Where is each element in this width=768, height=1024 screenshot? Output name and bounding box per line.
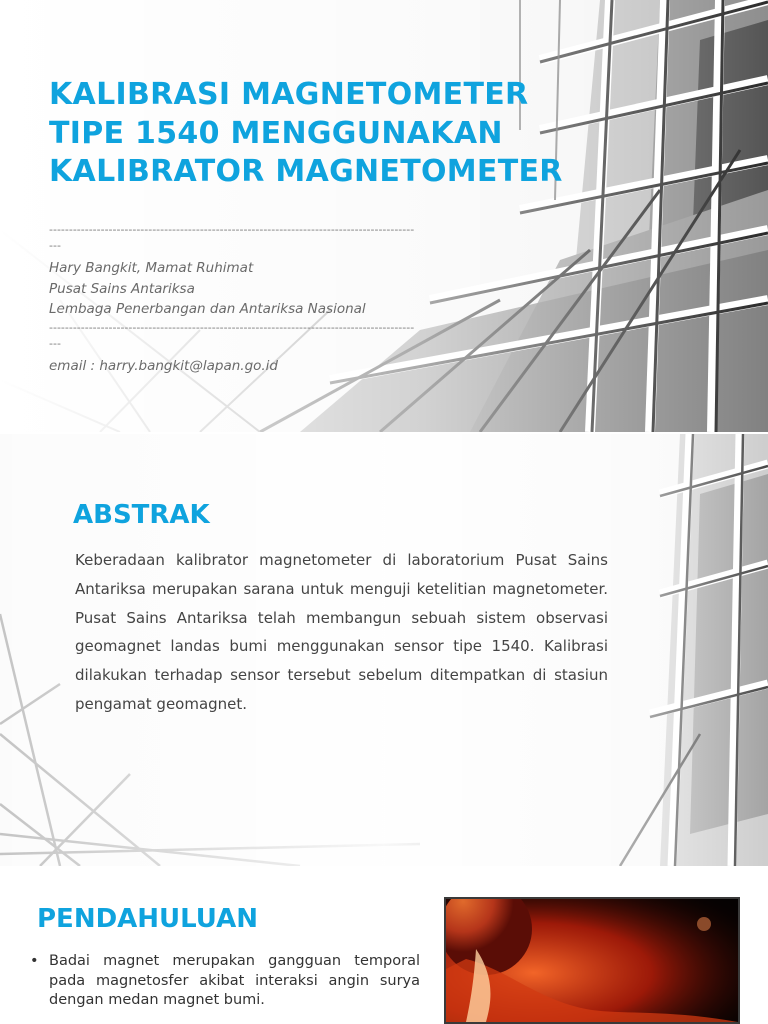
introduction-heading: PENDAHULUAN — [37, 904, 258, 934]
bullet-icon: • — [30, 953, 39, 969]
bullet-text: Badai magnet merupakan gangguan temporal pada magnetosfer akibat interaksi angin surya dengan medan magnet bumi. — [49, 953, 420, 1008]
separator-top: -------------------------------------------------------------------------------------------- — [49, 223, 415, 236]
introduction-slide — [0, 868, 768, 1024]
abstract-body: Keberadaan kalibrator magnetometer di laboratorium Pusat Sains Antariksa merupakan sarana untuk menguji ketelitian magnetometer. Pusat Sains Antariksa telah membangun sebuah sistem observasi geomagnet landas bumi menggunakan sensor tipe 1540. Kalibrasi dilakukan terhadap sensor tersebut sebelum ditempatkan di stasiun pengamat geomagnet. — [75, 551, 608, 713]
separator-bottom-tail: --- — [49, 336, 61, 350]
department: Pusat Sains Antariksa — [49, 280, 195, 297]
author-info-block — [49, 222, 519, 376]
email: email : harry.bangkit@lapan.go.id — [49, 357, 279, 374]
authors: Hary Bangkit, Mamat Ruhimat — [49, 260, 254, 276]
separator-top-tail: --- — [49, 239, 61, 252]
list-item — [30, 952, 420, 1011]
title-slide — [0, 0, 768, 432]
institution: Lembaga Penerbangan dan Antariksa Nasional — [49, 301, 366, 317]
solar-storm-image — [444, 897, 740, 1024]
title-line-2: TIPE 1540 MENGGUNAKAN — [49, 115, 503, 151]
title-line-3: KALIBRATOR MAGNETOMETER — [49, 154, 563, 189]
presentation-title — [49, 76, 609, 192]
separator-bottom: -------------------------------------------------------------------------------------------- — [49, 320, 415, 334]
title-line-1: KALIBRASI MAGNETOMETER — [49, 77, 529, 112]
introduction-bullet-list — [30, 952, 420, 1011]
abstract-slide — [0, 434, 768, 866]
abstract-heading: ABSTRAK — [73, 500, 210, 530]
sun-image-graphic — [446, 899, 738, 1022]
